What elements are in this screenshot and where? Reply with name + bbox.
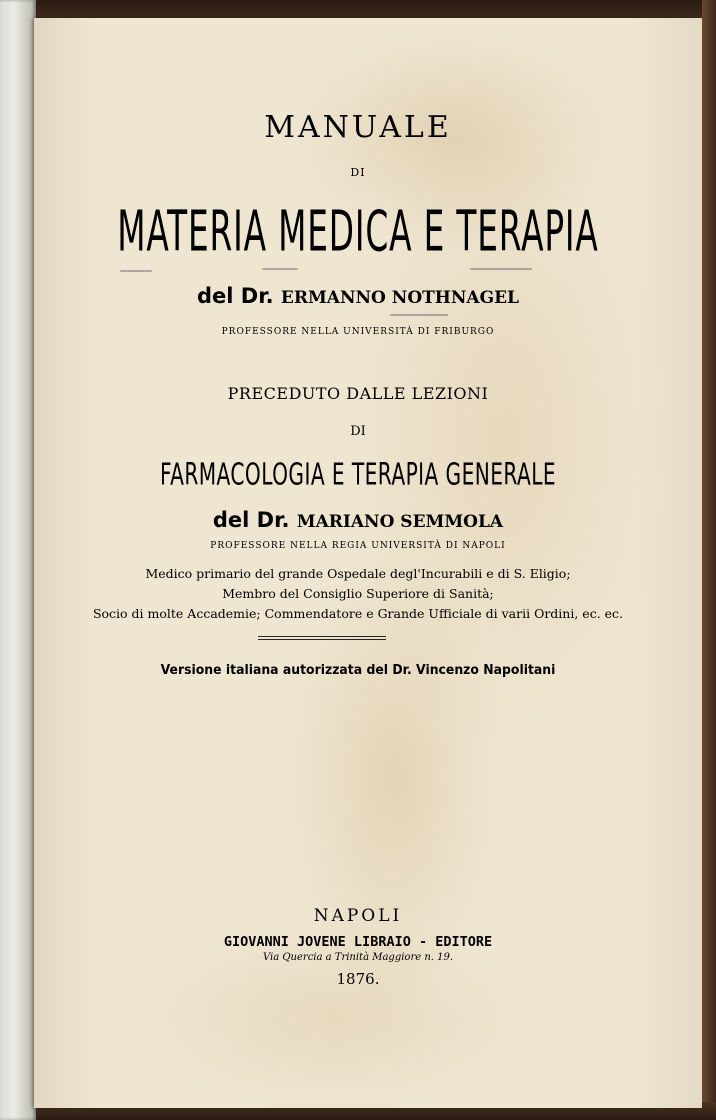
pencil-mark: [390, 314, 448, 316]
author2-info-line: Socio di molte Accademie; Commendatore e Grande Ufficiale di varii Ordini, ec. ec.: [92, 606, 624, 621]
pencil-mark: [120, 270, 152, 272]
author2-info-line: Medico primario del grande Ospedale degl'Incurabili e di S. Eligio;: [145, 566, 571, 581]
imprint-address: Via Quercia a Trinità Maggiore n. 19.: [262, 952, 454, 963]
translation-note: Versione italiana autorizzata del Dr. Vincenzo Napolitani: [160, 662, 556, 678]
connector-di: DI: [350, 424, 366, 439]
imprint-year: 1876.: [336, 970, 380, 988]
main-title: MATERIA MEDICA E TERAPIA: [117, 200, 599, 265]
author2-position: PROFESSORE NELLA REGIA UNIVERSITÀ DI NAPOLI: [210, 541, 506, 551]
author2-line: [0, 508, 716, 532]
preceded-line: PRECEDUTO DALLE LEZIONI: [227, 384, 489, 403]
imprint-publisher: GIOVANNI JOVENE LIBRAIO - EDITORE: [223, 934, 493, 950]
author2-prefix: del Dr.: [212, 508, 290, 532]
book-title-manuale: MANUALE: [264, 110, 452, 145]
author1-name: ERMANNO NOTHNAGEL: [280, 288, 519, 308]
divider-rule: [258, 639, 386, 640]
pencil-mark: [470, 268, 532, 270]
author2-name: MARIANO SEMMOLA: [296, 512, 504, 532]
author1-line: [0, 284, 716, 308]
author1-prefix: del Dr.: [197, 284, 274, 308]
pencil-mark: [262, 268, 298, 270]
author1-position: PROFESSORE NELLA UNIVERSITÀ DI FRIBURGO: [221, 327, 495, 337]
subtitle: FARMACOLOGIA E TERAPIA GENERALE: [159, 457, 557, 492]
author2-info-line: Membro del Consiglio Superiore di Sanità;: [222, 586, 494, 601]
title-connector-di: DI: [350, 166, 366, 179]
imprint-city: NAPOLI: [313, 906, 403, 926]
divider-rule: [258, 636, 386, 637]
